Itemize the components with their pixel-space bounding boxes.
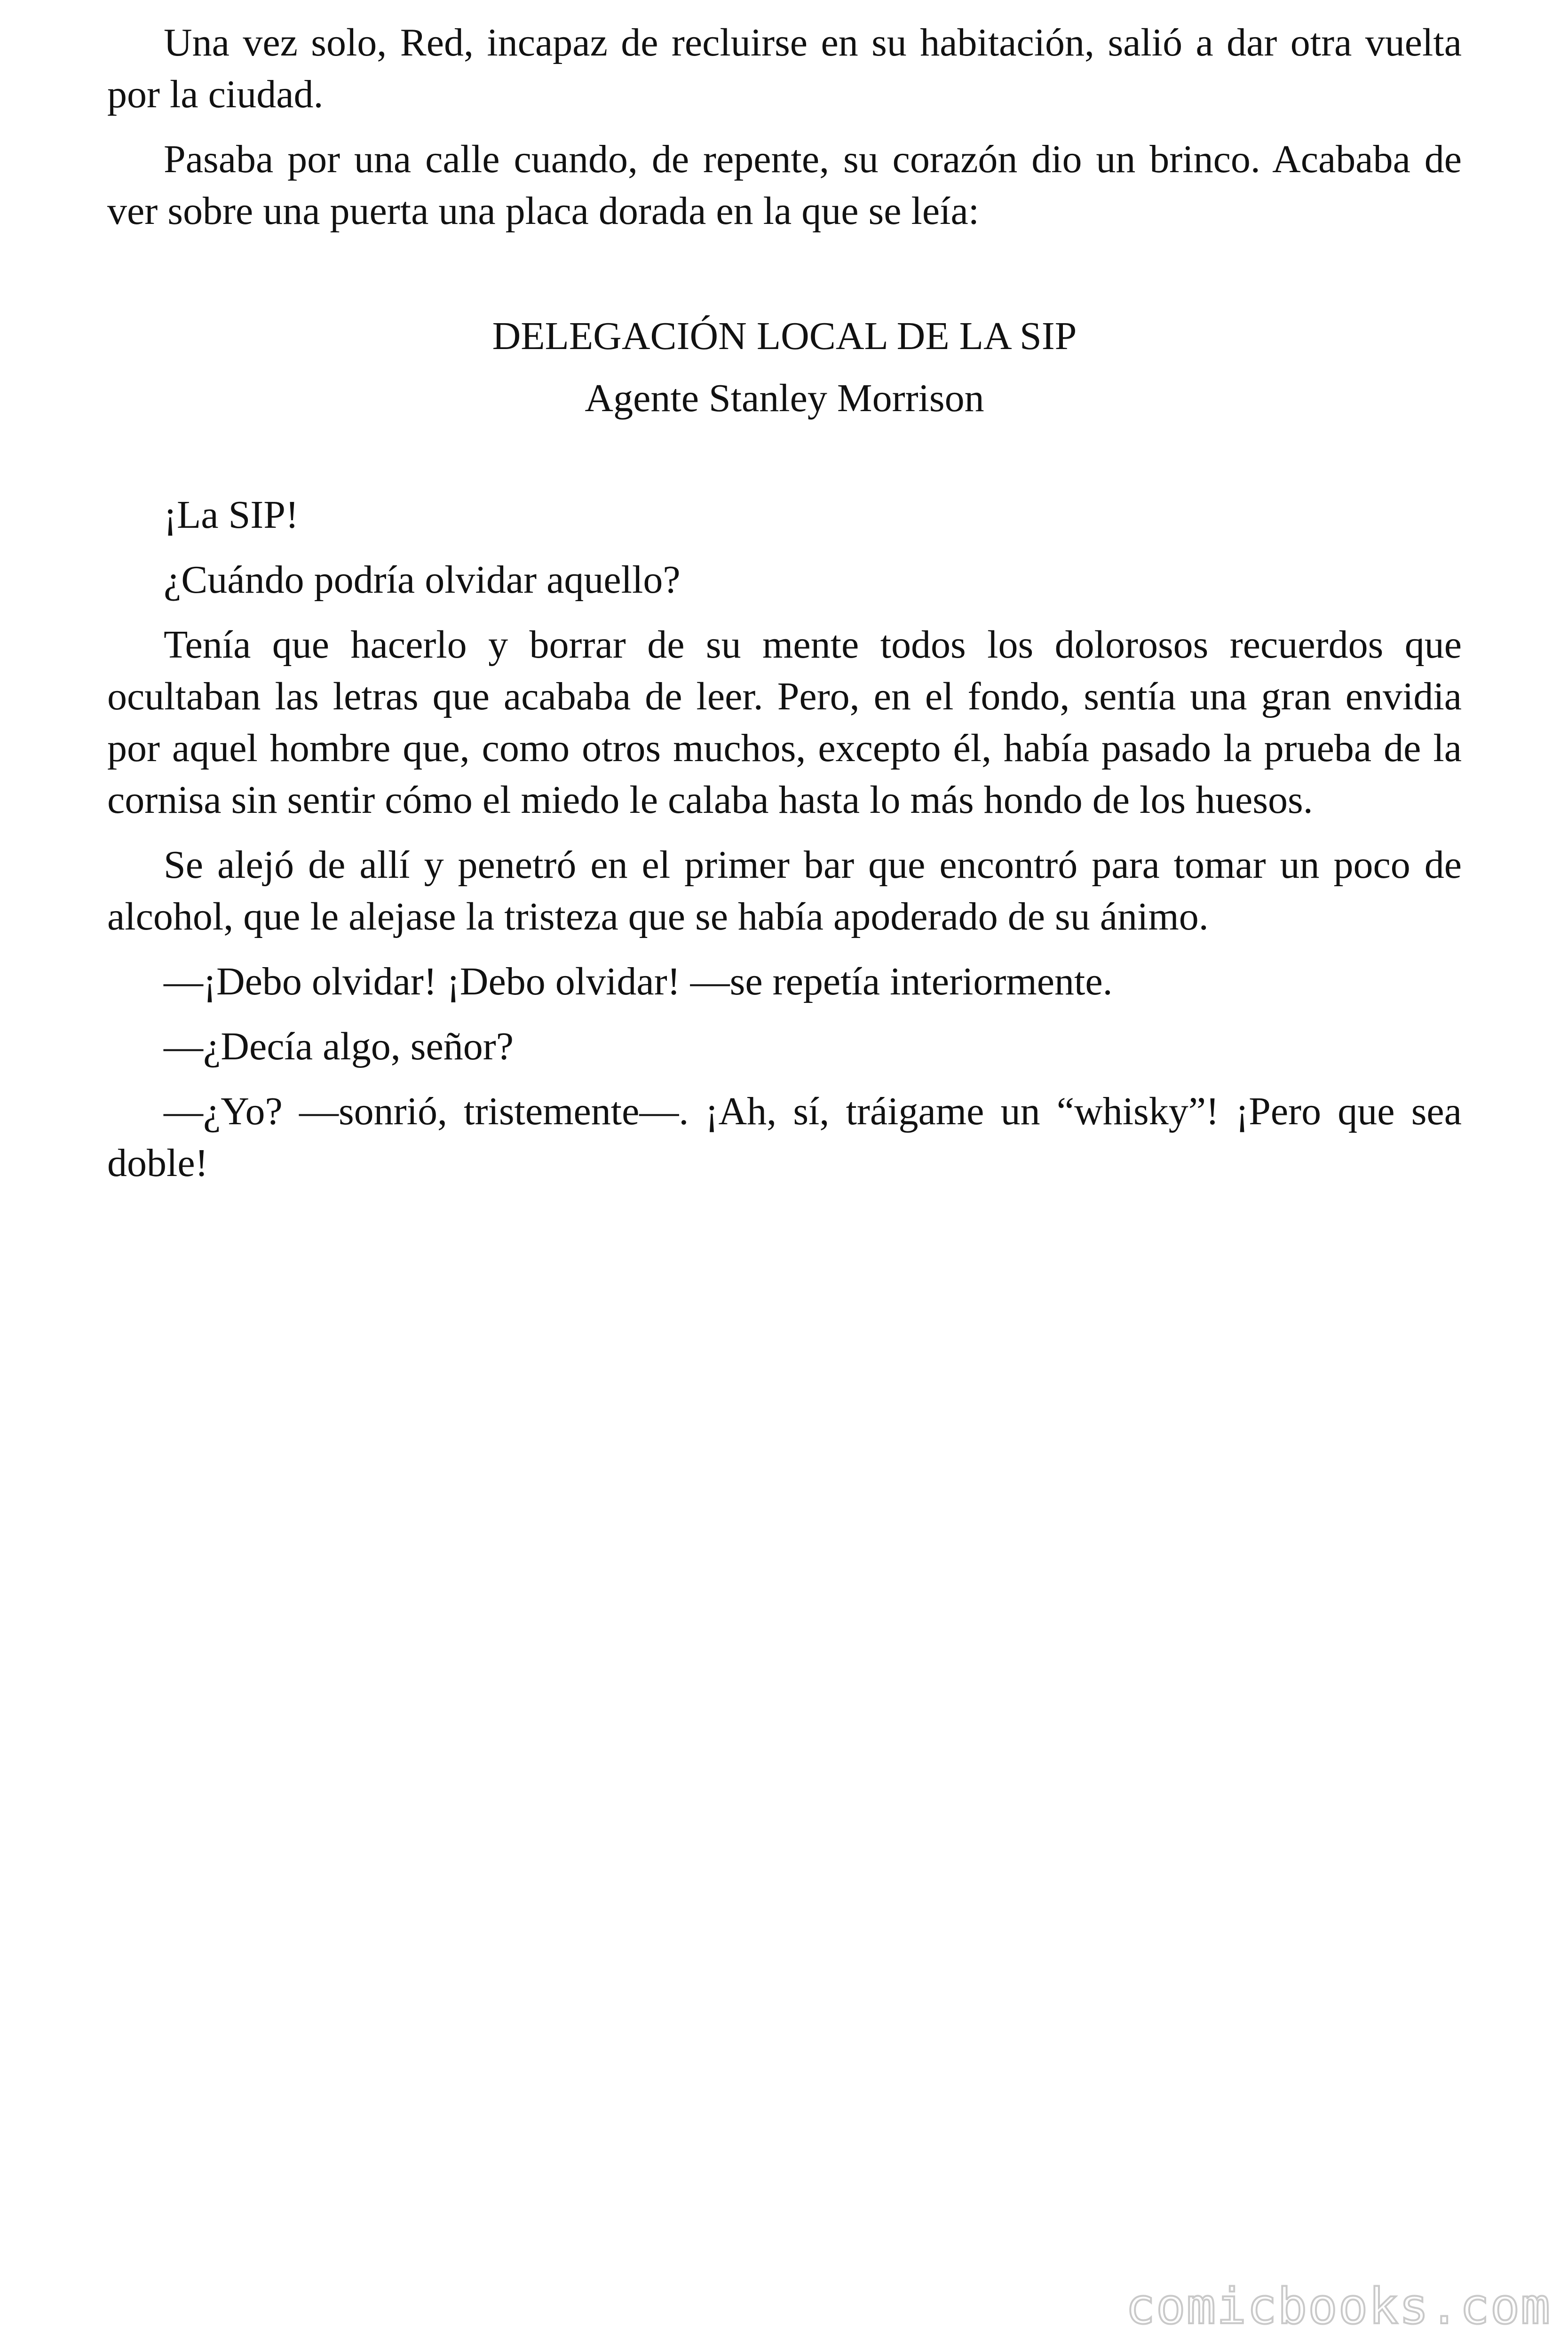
paragraph-2: Pasaba por una calle cuando, de repente, su corazón dio un brinco. Acababa de ver sobre una puerta una placa dorada en la que se leía: (107, 137, 1462, 233)
paragraph-8: —¿Decía algo, señor? (164, 1025, 514, 1068)
paragraph-3: ¡La SIP! (164, 493, 299, 537)
plaque-title: DELEGACIÓN LOCAL DE LA SIP (492, 314, 1077, 358)
paragraph-7: —¡Debo olvidar! ¡Debo olvidar! —se repetía interiormente. (164, 960, 1113, 1003)
paragraph-4: ¿Cuándo podría olvidar aquello? (164, 558, 681, 602)
book-page (107, 17, 1462, 1202)
paragraph-9: —¿Yo? —sonrió, tristemente—. ¡Ah, sí, tráigame un “whisky”! ¡Pero que sea doble! (107, 1089, 1462, 1185)
plaque-agent-name: Agente Stanley Morrison (585, 376, 984, 420)
paragraph-5: Tenía que hacerlo y borrar de su mente todos los dolorosos recuerdos que ocultaban las letras que acababa de leer. Pero, en el fondo, sentía una gran envidia por aquel hombre que, como otros muchos, excepto él, había pasado la prueba de la cornisa sin sentir cómo el miedo le calaba hasta lo más hondo de los huesos. (107, 623, 1462, 822)
paragraph-1: Una vez solo, Red, incapaz de recluirse en su habitación, salió a dar otra vuelta por la ciudad. (107, 21, 1462, 116)
watermark: comicbooks.com (1125, 2278, 1551, 2335)
paragraph-6: Se alejó de allí y penetró en el primer bar que encontró para tomar un poco de alcohol, que le alejase la tristeza que se había apoderado de su ánimo. (107, 843, 1462, 938)
door-plaque-text (107, 250, 1462, 489)
